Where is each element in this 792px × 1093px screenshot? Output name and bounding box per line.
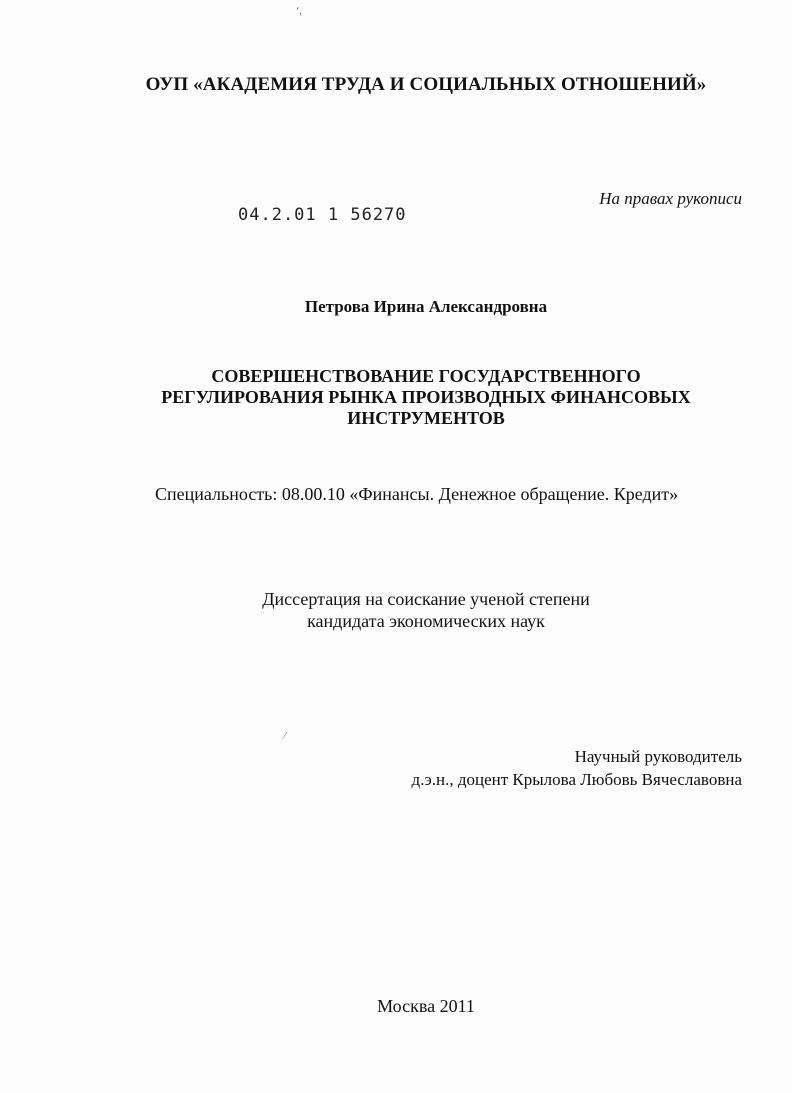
thesis-title-line: РЕГУЛИРОВАНИЯ РЫНКА ПРОИЗВОДНЫХ ФИНАНСОВЫХ: [161, 387, 691, 407]
degree-statement: [0, 588, 792, 632]
city-year: Москва 2011: [377, 996, 475, 1016]
rights-note: На правах рукописи: [599, 189, 742, 208]
degree-statement-line: кандидата экономических наук: [307, 611, 545, 631]
supervisor-label: Научный руководитель: [574, 747, 742, 766]
scan-speck: ⁄: [284, 731, 286, 742]
thesis-title-line: ИНСТРУМЕНТОВ: [347, 408, 505, 428]
organization-name: ОУП «АКАДЕМИЯ ТРУДА И СОЦИАЛЬНЫХ ОТНОШЕНИЙ»: [145, 74, 707, 95]
thesis-title: [100, 366, 752, 429]
scan-speck: ‘,: [296, 6, 302, 17]
registration-stamp: 04.2.01 1 56270: [238, 205, 407, 225]
thesis-title-line: СОВЕРШЕНСТВОВАНИЕ ГОСУДАРСТВЕННОГО: [211, 366, 641, 386]
degree-statement-line: Диссертация на соискание ученой степени: [262, 589, 590, 609]
author-name: Петрова Ирина Александровна: [304, 297, 548, 316]
supervisor-block: [412, 745, 742, 791]
supervisor-name: д.э.н., доцент Крылова Любовь Вячеславовна: [411, 770, 742, 789]
specialty: Специальность: 08.00.10 «Финансы. Денежное обращение. Кредит»: [155, 484, 679, 504]
